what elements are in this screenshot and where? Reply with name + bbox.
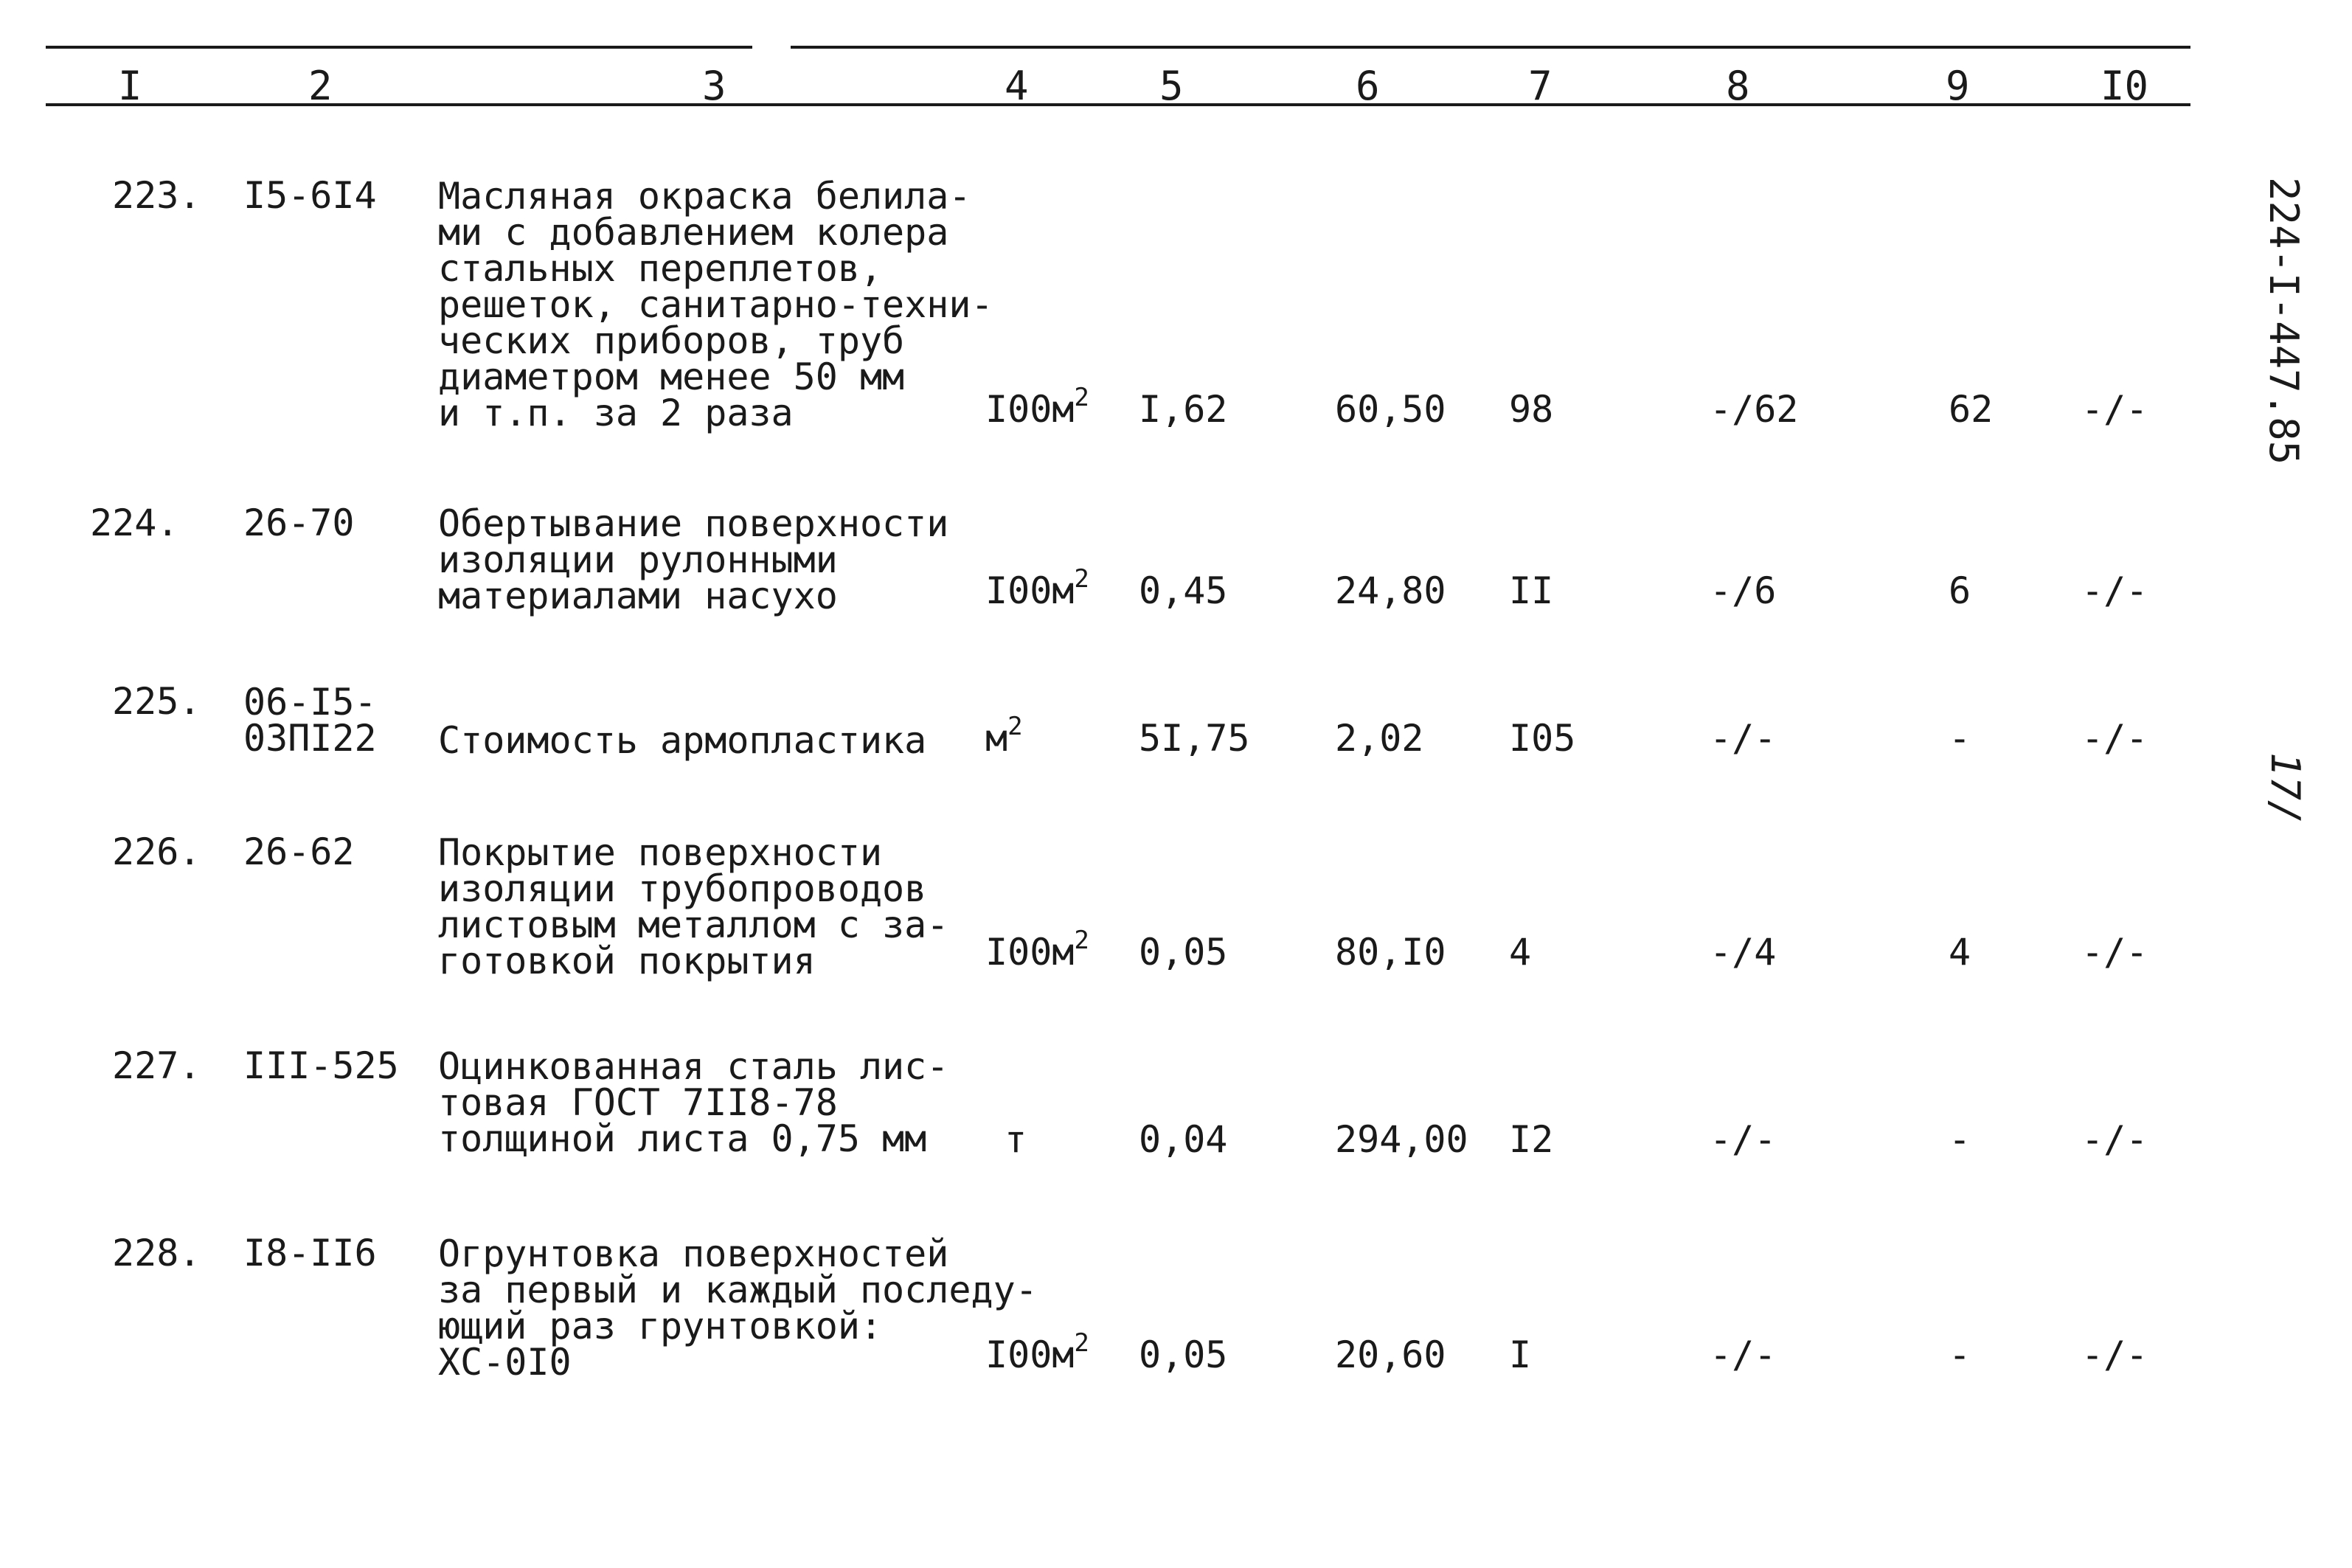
row-price: 2,02	[1335, 717, 1424, 760]
col-header-9: 9	[1946, 63, 1970, 109]
row-col8: -/-	[1710, 1118, 1777, 1161]
row-unit: $I00м^2$	[985, 383, 1089, 431]
row-unit: $м^2$	[985, 712, 1023, 760]
row-code: 26-70	[243, 502, 355, 544]
row-quantity: 5I,75	[1139, 717, 1250, 760]
row-quantity: 0,05	[1139, 1333, 1228, 1376]
row-price: 24,80	[1335, 569, 1446, 612]
row-description: Огрунтовка поверхностей за первый и каждый последу- ющий раз грунтовкой: ХС-0I0	[438, 1232, 1038, 1384]
row-total: I	[1509, 1333, 1532, 1376]
col-header-5: 5	[1159, 63, 1184, 109]
row-quantity: 0,45	[1139, 569, 1228, 612]
header-bottom-rule	[46, 103, 2190, 106]
row-code: 26-62	[243, 830, 355, 873]
row-number: 223.	[112, 174, 201, 217]
row-number: 224.	[90, 502, 179, 544]
col-header-2: 2	[308, 63, 333, 109]
row-price: 60,50	[1335, 388, 1446, 431]
row-code: 06-I5- 03ПI22	[243, 681, 377, 760]
row-number: 226.	[112, 830, 201, 873]
row-unit: $I00м^2$	[985, 564, 1089, 612]
row-unit: т	[1005, 1118, 1027, 1161]
row-total: I05	[1509, 717, 1576, 760]
col-header-8: 8	[1726, 63, 1750, 109]
row-col10: -/-	[2081, 1118, 2148, 1161]
col-header-10: I0	[2101, 63, 2149, 109]
row-number: 227.	[112, 1044, 201, 1087]
row-total: 98	[1509, 388, 1554, 431]
row-col10: -/-	[2081, 388, 2148, 431]
row-col8: -/4	[1710, 931, 1777, 974]
row-description: Оцинкованная сталь лис- товая ГОСТ 7II8-78 толщиной листа 0,75 мм	[438, 1045, 949, 1160]
row-description: Стоимость армопластика	[438, 719, 927, 762]
header-top-rule	[46, 46, 752, 49]
row-number: 228.	[112, 1232, 201, 1274]
row-price: 294,00	[1335, 1118, 1468, 1161]
row-total: 4	[1509, 931, 1532, 974]
row-quantity: 0,05	[1139, 931, 1228, 974]
document-code: 224-I-447.85	[2261, 177, 2307, 465]
row-description: Покрытие поверхности изоляции трубопроводов листовым металлом с за- готовкой покрытия	[438, 831, 949, 982]
col-header-3: 3	[702, 63, 726, 109]
row-quantity: I,62	[1139, 388, 1228, 431]
row-col10: -/-	[2081, 717, 2148, 760]
row-col9: -	[1949, 717, 1971, 760]
col-header-1: I	[118, 63, 142, 109]
header-top-rule-right	[791, 46, 2190, 49]
row-col9: 62	[1949, 388, 1994, 431]
row-code: I8-II6	[243, 1232, 377, 1274]
row-col9: 4	[1949, 931, 1971, 974]
row-col8: -/6	[1710, 569, 1777, 612]
row-number: 225.	[112, 680, 201, 723]
row-description: Обертывание поверхности изоляции рулонными материалами насухо	[438, 502, 949, 617]
row-col8: -/-	[1710, 717, 1777, 760]
row-col9: -	[1949, 1118, 1971, 1161]
row-code: I5-6I4	[243, 174, 377, 217]
row-total: II	[1509, 569, 1554, 612]
col-header-4: 4	[1005, 63, 1029, 109]
row-col9: -	[1949, 1333, 1971, 1376]
row-col8: -/62	[1710, 388, 1799, 431]
col-header-6: 6	[1356, 63, 1380, 109]
row-total: I2	[1509, 1118, 1554, 1161]
page-number-mark: 17/	[2262, 752, 2308, 825]
row-unit: $I00м^2$	[985, 1328, 1089, 1376]
row-code: III-525	[243, 1044, 399, 1087]
row-description: Масляная окраска белила- ми с добавлением колера стальных переплетов, решеток, санитарно-техни- ческих приборов, труб диаметром менее 50 мм и т.п. за 2 раза	[438, 175, 993, 434]
row-col10: -/-	[2081, 569, 2148, 612]
row-quantity: 0,04	[1139, 1118, 1228, 1161]
row-col9: 6	[1949, 569, 1971, 612]
row-col10: -/-	[2081, 1333, 2148, 1376]
row-unit: $I00м^2$	[985, 926, 1089, 974]
row-price: 20,60	[1335, 1333, 1446, 1376]
row-col10: -/-	[2081, 931, 2148, 974]
row-col8: -/-	[1710, 1333, 1777, 1376]
row-price: 80,I0	[1335, 931, 1446, 974]
col-header-7: 7	[1528, 63, 1553, 109]
